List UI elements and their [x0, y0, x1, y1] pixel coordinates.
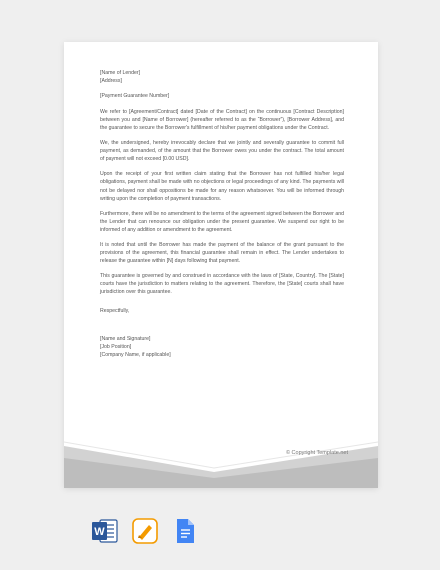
- signature-position: [Job Position]: [100, 343, 132, 350]
- recipient-address: [Address]: [100, 78, 122, 84]
- app-icons-row: [91, 517, 201, 545]
- svg-text:W: W: [94, 526, 105, 538]
- word-icon[interactable]: [91, 517, 119, 545]
- signature-block: [100, 335, 344, 359]
- closing: Respectfully,: [100, 307, 130, 314]
- google-docs-icon[interactable]: [171, 517, 199, 545]
- signature-company: [Company Name, if applicable]: [100, 351, 171, 358]
- footer-decoration: [64, 428, 378, 488]
- recipient-name: [Name of Lender]: [100, 70, 141, 76]
- letter-content: [100, 69, 344, 366]
- paragraph-3: Upon the receipt of your first written claim stating that the Borrower has not fulfilled his/her legal obligations, payment shall be made with no objections or legal proceedings of any kind. The payments will not be delayed nor shall oppositions be made for any reason whatsoever. You will be informed through writing upon the completion of payment transactions.: [100, 171, 344, 202]
- paragraph-5: It is noted that until the Borrower has made the payment of the balance of the grant pursuant to the provisions of the agreement, this financial guarantee shall remain in effect. The Lender undertakes to release the guarantee within [N] days following that payment.: [100, 241, 344, 265]
- pages-icon[interactable]: [131, 517, 159, 545]
- reference-block: [100, 92, 344, 100]
- closing-block: [100, 307, 344, 315]
- letter-page: [64, 42, 378, 488]
- paragraph-6: This guarantee is governed by and construed in accordance with the laws of [State, Country]. The [State] courts have the jurisdiction to matters relating to the agreement. Therefore, the [State] courts shall have jurisdiction over this guarantee.: [100, 273, 344, 296]
- recipient-block: [100, 69, 344, 85]
- paragraph-2: We, the undersigned, hereby irrevocably declare that we jointly and severally guarantee to commit full payment, as demanded, of the amount that the Borrower owes you under the contract. The total amount of payment will not exceed [0.00 USD].: [100, 139, 344, 163]
- reference-number: [Payment Guarantee Number]: [100, 93, 170, 100]
- copyright-text: © Copyright Template.net: [285, 450, 348, 456]
- signature-name: [Name and Signature]: [100, 335, 151, 342]
- paragraph-1: We refer to [Agreement/Contract] dated [Date of the Contract] on the continuous [Contract Description] between you and [Name of Borrower] (hereafter referred to as the “Borrower”), [Borrower Address], and the guarantee to secure the Borrower's fulfillment of his/her payment obligations under the Contract.: [100, 108, 344, 132]
- paragraph-4: Furthermore, there will be no amendment to the terms of the agreement signed between the Borrower and the Lender that can renounce our obligation under the present guarantee. We suspend our right to be informed of any addition or amendment to the agreement.: [100, 210, 344, 233]
